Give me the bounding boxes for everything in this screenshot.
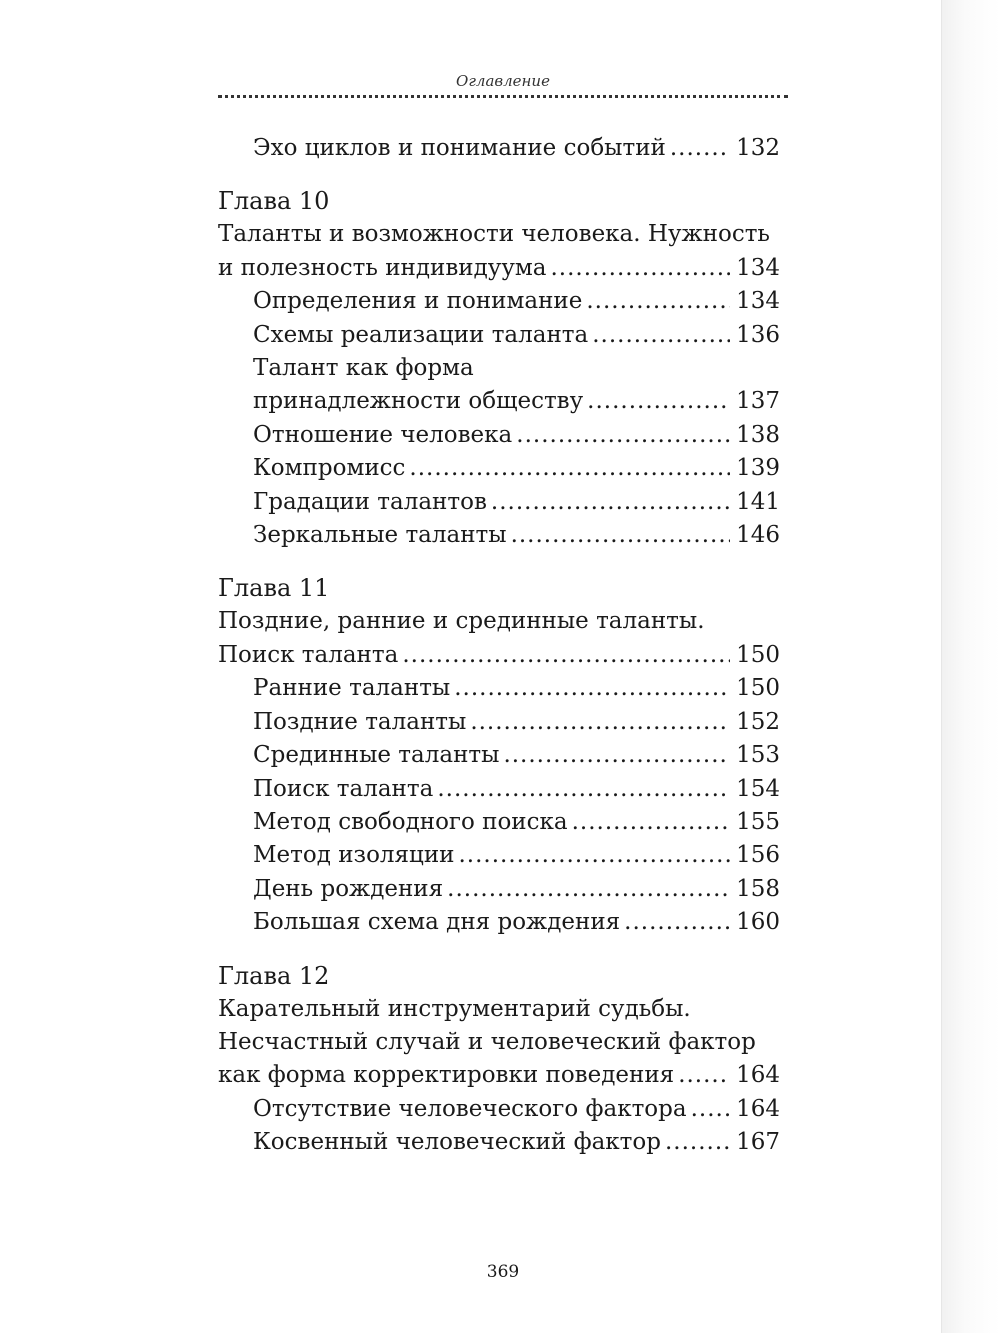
page-number: 369	[486, 1262, 520, 1282]
toc-entry-title: Зеркальные таланты	[253, 522, 507, 549]
toc-entry-title: принадлежности обществу	[253, 388, 584, 415]
leader-dots	[447, 873, 730, 906]
chapter-title[interactable]: Поздние, ранние и срединные таланты.	[218, 608, 705, 635]
leader-dots	[470, 706, 730, 739]
toc-entry[interactable]	[218, 773, 780, 806]
toc-entry-title: Метод изоляции	[253, 842, 455, 869]
chapter-10	[218, 184, 780, 552]
leader-dots	[454, 672, 730, 705]
toc-entry[interactable]	[218, 873, 780, 906]
toc-entry-page: 153	[736, 742, 780, 769]
toc-entry-title: Отсутствие человеческого фактора	[253, 1095, 687, 1122]
toc-entry-page: 137	[736, 388, 780, 415]
toc-entry[interactable]	[218, 672, 780, 705]
toc-entry-title: Определения и понимание	[253, 288, 583, 315]
leader-dots	[511, 519, 731, 552]
leader-dots	[516, 419, 730, 452]
chapter-page: 150	[736, 641, 780, 668]
toc-entry-page: 167	[736, 1129, 780, 1156]
chapter-label: Глава 11	[218, 574, 330, 603]
toc-entry-page: 155	[736, 808, 780, 835]
toc-entry-page: 158	[736, 875, 780, 902]
table-of-contents	[218, 132, 780, 1160]
leader-dots	[409, 452, 730, 485]
leader-dots	[670, 132, 730, 165]
toc-entry[interactable]	[218, 132, 780, 165]
leader-dots	[402, 639, 730, 672]
chapter-label: Глава 12	[218, 961, 330, 990]
chapter-title-entry[interactable]	[218, 252, 780, 285]
chapter-title-entry[interactable]	[218, 639, 780, 672]
toc-entry[interactable]	[218, 319, 780, 352]
toc-entry-title: Градации талантов	[253, 488, 487, 515]
toc-entry-title: Эхо циклов и понимание событий	[253, 135, 666, 161]
toc-entry[interactable]	[218, 806, 780, 839]
toc-entry-page: 146	[736, 522, 780, 549]
toc-entry-page: 150	[736, 675, 780, 702]
toc-entry-page: 139	[736, 455, 780, 482]
toc-entry-page: 138	[736, 421, 780, 448]
toc-entry-title: Ранние таланты	[253, 675, 451, 702]
toc-entry-page: 132	[736, 135, 780, 161]
leader-dots	[624, 906, 730, 939]
toc-entry[interactable]	[218, 1093, 780, 1126]
toc-entry-title: Отношение человека	[253, 421, 513, 448]
chapter-title-end: и полезность индивидуума	[218, 254, 547, 281]
toc-entry-page: 164	[736, 1095, 780, 1122]
toc-entry-title: Схемы реализации таланта	[253, 321, 589, 348]
leader-dots	[586, 285, 730, 318]
chapter-12	[218, 959, 780, 1160]
toc-entry[interactable]	[218, 519, 780, 552]
leader-dots	[550, 252, 730, 285]
toc-entry-title: Поздние таланты	[253, 708, 467, 735]
leader-dots	[503, 739, 730, 772]
toc-entry-page: 136	[736, 321, 780, 348]
toc-entry-page: 152	[736, 708, 780, 735]
leader-dots	[665, 1126, 730, 1159]
chapter-11	[218, 571, 780, 939]
chapter-title-entry[interactable]	[218, 1059, 780, 1092]
toc-entry-page: 134	[736, 288, 780, 315]
toc-entry-title: Метод свободного поиска	[253, 808, 568, 835]
toc-entry-title-line[interactable]: Талант как форма	[253, 355, 474, 382]
toc-entry-title: Поиск таланта	[253, 775, 434, 802]
chapter-page: 164	[736, 1062, 780, 1089]
adjacent-page-edge	[941, 0, 1000, 1333]
leader-dots	[491, 486, 730, 519]
toc-entry[interactable]	[218, 739, 780, 772]
leader-dots	[587, 385, 730, 418]
toc-entry[interactable]	[218, 419, 780, 452]
toc-entry-page: 141	[736, 488, 780, 515]
chapter-title-end: как форма корректировки поведения	[218, 1062, 675, 1089]
toc-entry-title: Большая схема дня рождения	[253, 909, 621, 936]
leader-dots	[592, 319, 730, 352]
toc-entry[interactable]	[218, 839, 780, 872]
leader-dots	[437, 773, 730, 806]
chapter-title[interactable]: Таланты и возможности человека. Нужность	[218, 221, 770, 248]
leader-dots	[691, 1093, 731, 1126]
toc-entry[interactable]	[218, 486, 780, 519]
toc-entry[interactable]	[218, 1126, 780, 1159]
toc-entry[interactable]	[218, 706, 780, 739]
toc-entry[interactable]	[218, 452, 780, 485]
toc-entry[interactable]	[218, 285, 780, 318]
chapter-title-end: Поиск таланта	[218, 641, 399, 668]
toc-entry[interactable]	[218, 906, 780, 939]
toc-entry-page: 156	[736, 842, 780, 869]
toc-entry-page: 160	[736, 909, 780, 936]
running-head: Оглавление	[456, 72, 550, 90]
toc-entry-title: День рождения	[253, 875, 444, 902]
leader-dots	[459, 839, 731, 872]
header-dotted-rule	[218, 95, 788, 98]
toc-entry-page: 154	[736, 775, 780, 802]
chapter-page: 134	[736, 254, 780, 281]
toc-entry-title: Косвенный человеческий фактор	[253, 1129, 661, 1156]
chapter-label: Глава 10	[218, 187, 330, 216]
chapter-title[interactable]: Несчастный случай и человеческий фактор	[218, 1028, 756, 1055]
toc-entry[interactable]	[218, 385, 780, 418]
chapter-title[interactable]: Карательный инструментарий судьбы.	[218, 995, 691, 1022]
toc-entry-title: Срединные таланты	[253, 742, 500, 769]
leader-dots	[572, 806, 730, 839]
leader-dots	[678, 1059, 730, 1092]
toc-entry-title: Компромисс	[253, 455, 406, 482]
